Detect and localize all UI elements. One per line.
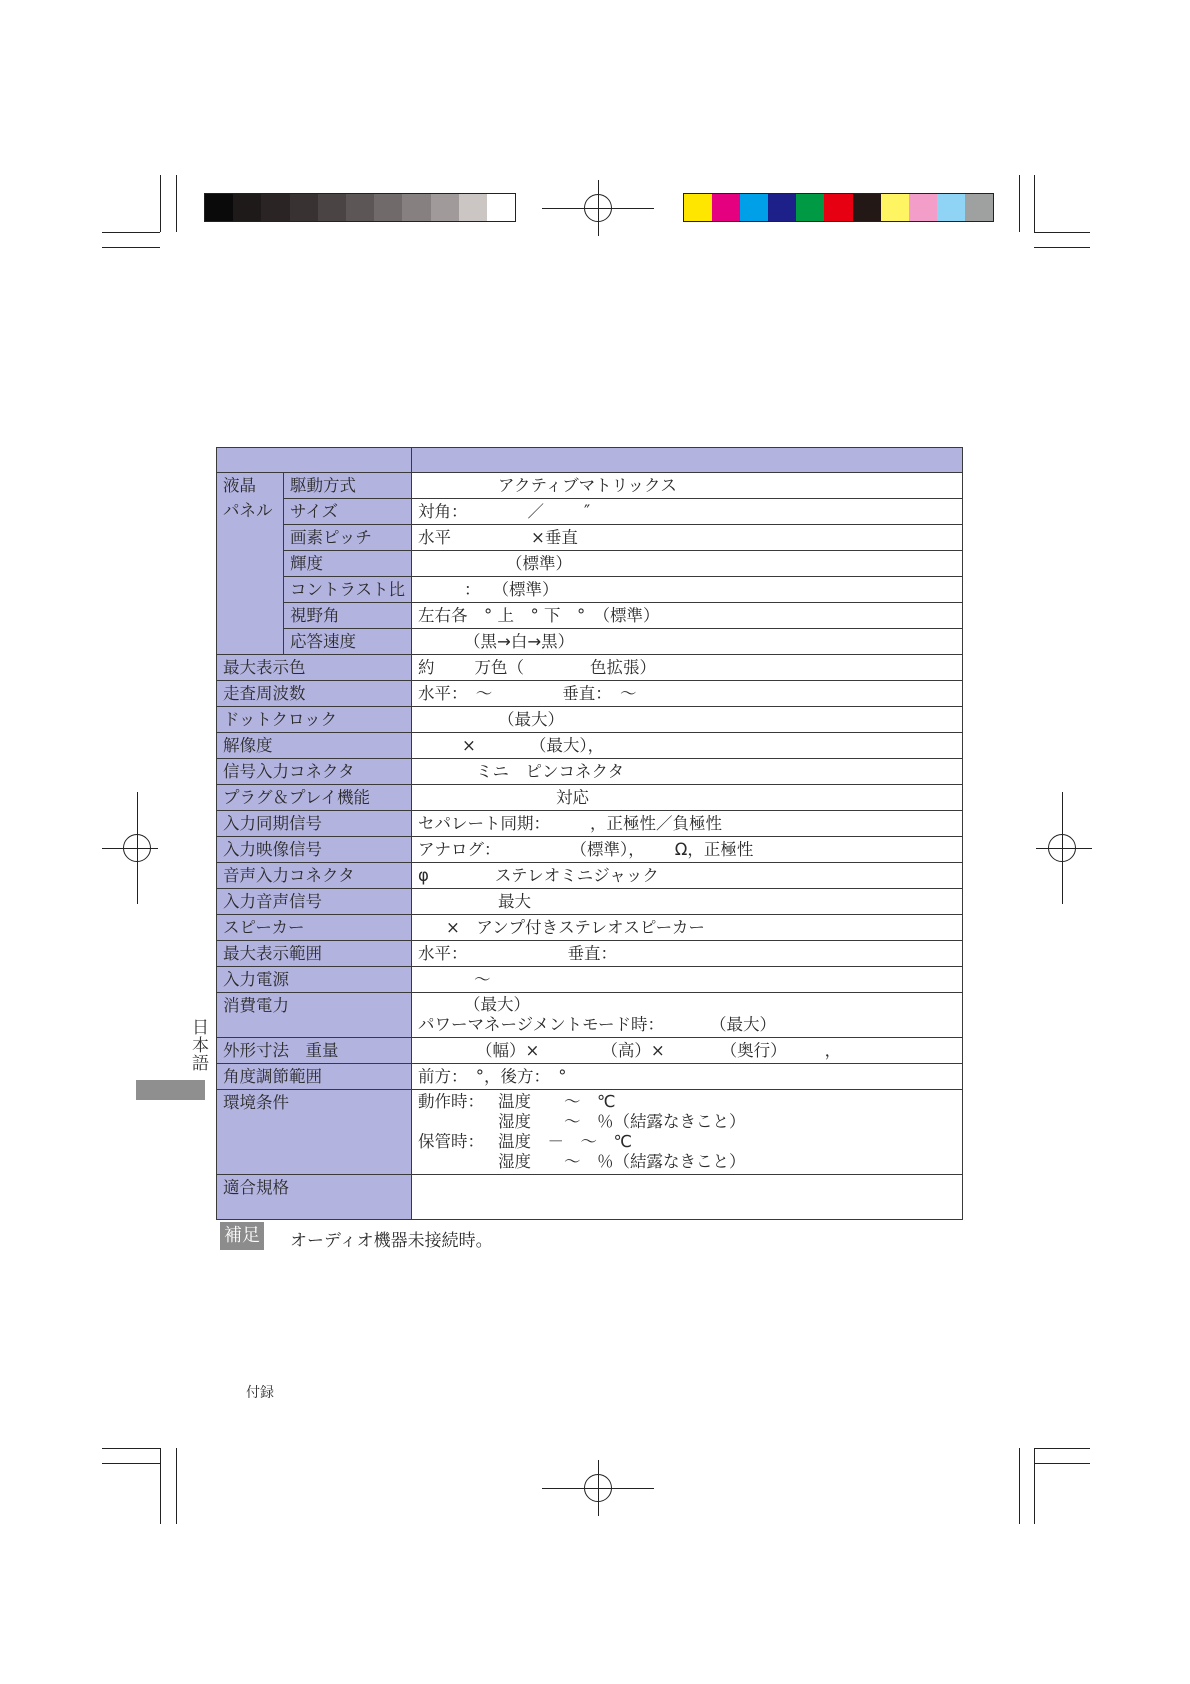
table-row — [217, 603, 963, 629]
row-value: （幅）× （高）× （奥行） ， — [412, 1038, 963, 1064]
row-value: ミニ ピンコネクタ — [412, 759, 963, 785]
row-value: 水平： ～ 垂直： ～ — [412, 681, 963, 707]
table-row — [217, 473, 963, 499]
color-swatch — [853, 194, 881, 221]
page-footer-label: 付録 — [246, 1385, 274, 1401]
color-swatch — [261, 194, 289, 221]
row-label: 解像度 — [217, 733, 412, 759]
row-label: 最大表示色 — [217, 655, 412, 681]
row-value: 対応 — [412, 785, 963, 811]
row-value: アクティブマトリックス — [412, 473, 963, 499]
table-row — [217, 1175, 963, 1220]
row-value — [412, 1175, 963, 1220]
table-row — [217, 577, 963, 603]
color-swatch — [909, 194, 937, 221]
side-language-label: 日本語 — [188, 1018, 208, 1072]
table-row — [217, 1064, 963, 1090]
row-label: 環境条件 — [217, 1090, 412, 1175]
row-value: （最大） パワーマネージメントモード時： （最大） — [412, 993, 963, 1038]
table-row — [217, 1038, 963, 1064]
row-value: 最大 — [412, 889, 963, 915]
row-value: アナログ： （標準）， Ω，正極性 — [412, 837, 963, 863]
row-value: 水平 ×垂直 — [412, 525, 963, 551]
row-label: 入力音声信号 — [217, 889, 412, 915]
row-value: （黒→白→黒） — [412, 629, 963, 655]
row-label: 角度調節範囲 — [217, 1064, 412, 1090]
color-swatch — [740, 194, 768, 221]
color-swatch — [374, 194, 402, 221]
row-value: φ ステレオミニジャック — [412, 863, 963, 889]
color-swatch — [881, 194, 909, 221]
row-label: 消費電力 — [217, 993, 412, 1038]
row-label: 入力電源 — [217, 967, 412, 993]
row-value: 左右各 ° 上 ° 下 ° （標準） — [412, 603, 963, 629]
table-row — [217, 655, 963, 681]
row-label: スピーカー — [217, 915, 412, 941]
grayscale-color-bar — [204, 193, 516, 222]
row-value: 水平： 垂直： — [412, 941, 963, 967]
group-label: 液晶 — [223, 476, 256, 495]
row-label: 入力同期信号 — [217, 811, 412, 837]
table-row — [217, 681, 963, 707]
color-swatch — [684, 194, 712, 221]
row-value: （標準） — [412, 551, 963, 577]
color-swatch — [205, 194, 233, 221]
color-swatch — [233, 194, 261, 221]
row-label: 輝度 — [284, 551, 412, 577]
row-label: 最大表示範囲 — [217, 941, 412, 967]
row-value: × （最大）， — [412, 733, 963, 759]
table-row — [217, 1090, 963, 1175]
row-label: 入力映像信号 — [217, 837, 412, 863]
table-row — [217, 785, 963, 811]
table-row — [217, 837, 963, 863]
table-row — [217, 733, 963, 759]
color-swatch — [459, 194, 487, 221]
table-row — [217, 915, 963, 941]
table-row — [217, 863, 963, 889]
table-row — [217, 993, 963, 1038]
row-value: × アンプ付きステレオスピーカー — [412, 915, 963, 941]
row-label: 音声入力コネクタ — [217, 863, 412, 889]
table-row — [217, 499, 963, 525]
row-label: コントラスト比 — [284, 577, 412, 603]
row-value: セパレート同期： ，正極性／負極性 — [412, 811, 963, 837]
color-swatch — [965, 194, 993, 221]
row-value: 約 万色（ 色拡張） — [412, 655, 963, 681]
row-label: 応答速度 — [284, 629, 412, 655]
table-row — [217, 941, 963, 967]
table-row — [217, 967, 963, 993]
table-row — [217, 707, 963, 733]
table-row — [217, 551, 963, 577]
table-row — [217, 629, 963, 655]
row-value: ： （標準） — [412, 577, 963, 603]
color-swatch — [487, 194, 515, 221]
color-swatch — [824, 194, 852, 221]
table-row — [217, 811, 963, 837]
row-label: 信号入力コネクタ — [217, 759, 412, 785]
color-swatch — [937, 194, 965, 221]
table-row — [217, 889, 963, 915]
row-label: 外形寸法 重量 — [217, 1038, 412, 1064]
table-header-row — [217, 448, 963, 473]
side-tab-marker — [136, 1080, 205, 1100]
color-swatch — [402, 194, 430, 221]
color-swatch — [290, 194, 318, 221]
process-color-bar — [683, 193, 994, 222]
color-swatch — [712, 194, 740, 221]
row-value: 対角： ／ ″ — [412, 499, 963, 525]
row-label: サイズ — [284, 499, 412, 525]
row-value: 動作時： 温度 ～ ℃ 湿度 ～ ％（結露なきこと） 保管時： 温度 － ～ ℃ 湿度 ～ ％（結露なきこと） — [412, 1090, 963, 1175]
row-value: ～ — [412, 967, 963, 993]
row-label: ドットクロック — [217, 707, 412, 733]
row-value: 前方： °，後方： ° — [412, 1064, 963, 1090]
note-badge: 補足 — [220, 1222, 264, 1250]
table-row — [217, 525, 963, 551]
row-value: （最大） — [412, 707, 963, 733]
row-label: 画素ピッチ — [284, 525, 412, 551]
row-label: 適合規格 — [217, 1175, 412, 1220]
color-swatch — [768, 194, 796, 221]
group-label: パネル — [223, 501, 273, 520]
row-label: プラグ＆プレイ機能 — [217, 785, 412, 811]
spec-table — [216, 447, 963, 1220]
color-swatch — [796, 194, 824, 221]
row-label: 視野角 — [284, 603, 412, 629]
table-row — [217, 759, 963, 785]
color-swatch — [318, 194, 346, 221]
row-label: 駆動方式 — [284, 473, 412, 499]
color-swatch — [431, 194, 459, 221]
note-text: オーディオ機器未接続時。 — [290, 1231, 493, 1251]
row-label: 走査周波数 — [217, 681, 412, 707]
color-swatch — [346, 194, 374, 221]
